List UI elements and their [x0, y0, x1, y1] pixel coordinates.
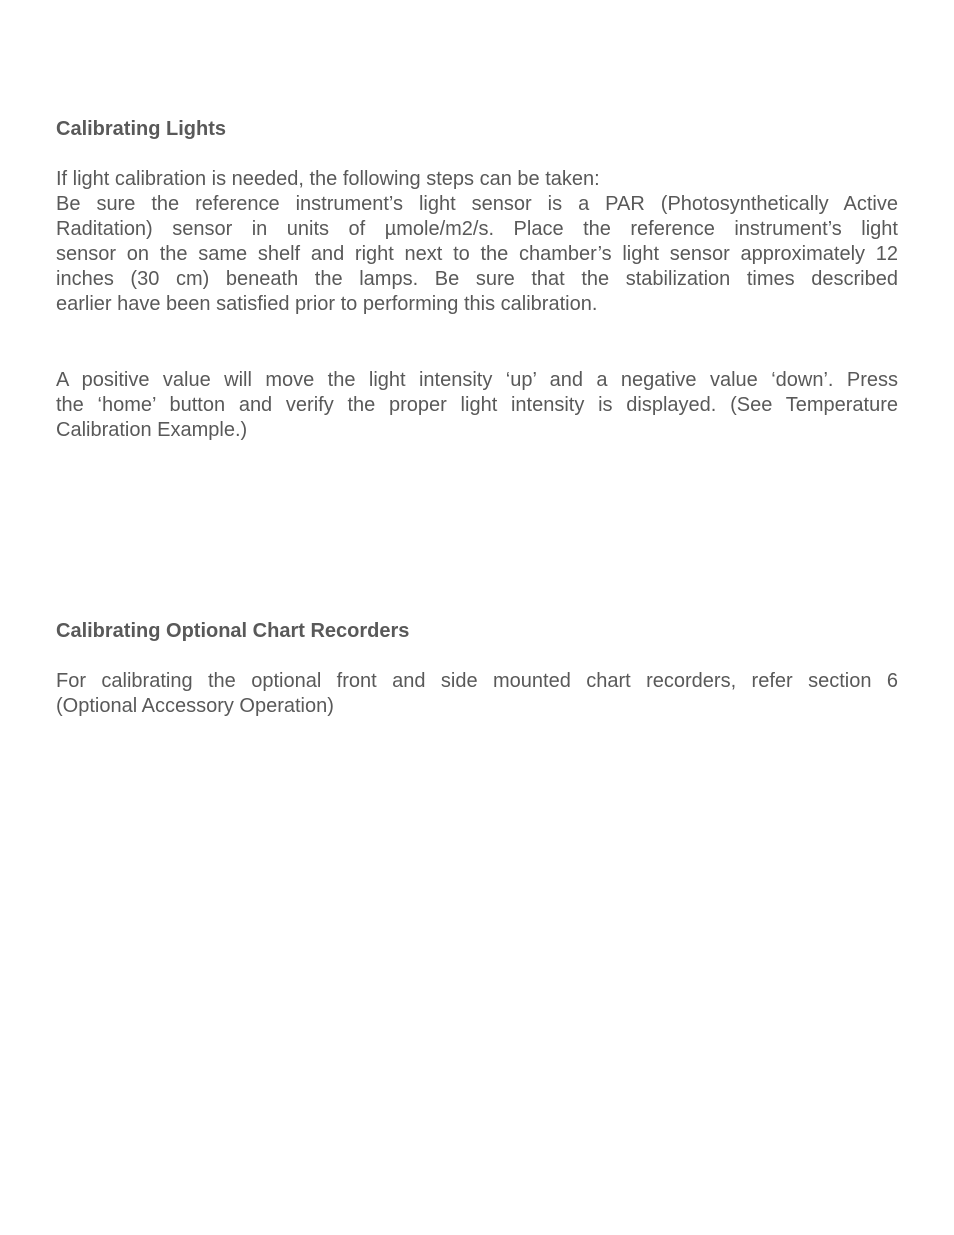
light-calibration-paragraph [56, 192, 898, 317]
paragraph-line: inches (30 cm) beneath the lamps. Be sure that the stabilization times described [56, 268, 898, 290]
intro-line: If light calibration is needed, the following steps can be taken: [56, 168, 600, 190]
paragraph-line: Be sure the reference instrument’s light sensor is a PAR (Photosynthetically Active [56, 193, 898, 215]
paragraph-line: Raditation) sensor in units of µmole/m2/s. Place the reference instrument’s light [56, 218, 898, 240]
light-adjustment-paragraph [56, 368, 898, 443]
paragraph-line: the ‘home’ button and verify the proper light intensity is displayed. (See Temperature [56, 394, 898, 416]
paragraph-line: earlier have been satisfied prior to performing this calibration. [56, 293, 598, 315]
section-heading-calibrating-lights: Calibrating Lights [56, 118, 226, 140]
chart-recorders-paragraph [56, 669, 898, 719]
intro-paragraph [56, 167, 898, 192]
paragraph-line: (Optional Accessory Operation) [56, 695, 334, 717]
section-heading-chart-recorders: Calibrating Optional Chart Recorders [56, 620, 410, 642]
paragraph-line: Calibration Example.) [56, 419, 248, 441]
paragraph-line: For calibrating the optional front and side mounted chart recorders, refer section 6 [56, 670, 898, 692]
paragraph-line: sensor on the same shelf and right next to the chamber’s light sensor approximately 12 [56, 243, 898, 265]
paragraph-line: A positive value will move the light intensity ‘up’ and a negative value ‘down’. Press [56, 369, 898, 391]
